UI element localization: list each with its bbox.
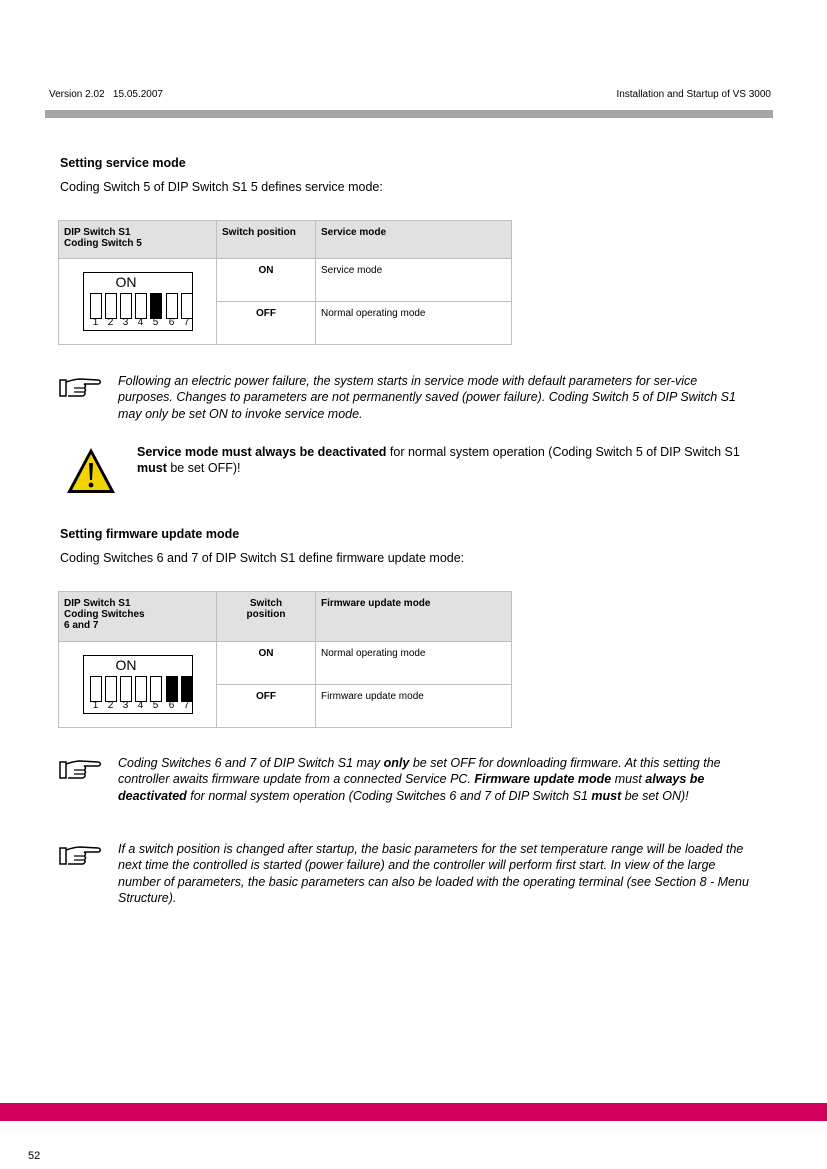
- pointing-hand-icon: [58, 844, 102, 868]
- service-intro: Coding Switch 5 of DIP Switch S1 5 defines service mode:: [60, 180, 383, 194]
- switch-number: 3: [122, 700, 129, 711]
- header-line: DIP Switch S1: [64, 598, 131, 609]
- header-cell-mode: Firmware update mode: [316, 592, 512, 642]
- switch-number: 6: [168, 317, 175, 328]
- mode-cell: Normal operating mode: [316, 642, 512, 685]
- header-line: DIP Switch S1: [64, 227, 131, 238]
- switch-number: 1: [92, 700, 99, 711]
- header-cell-dip: [59, 592, 217, 642]
- switch-number: 5: [152, 700, 159, 711]
- table-header-row: [59, 592, 512, 642]
- switch-number: 1: [92, 317, 99, 328]
- header-line: Coding Switches: [64, 609, 145, 620]
- warning-text: for normal system operation (Coding Switch 5 of DIP Switch S1: [386, 445, 740, 459]
- mode-cell: Service mode: [316, 259, 512, 302]
- switch-number: 7: [183, 700, 190, 711]
- service-table: [58, 220, 512, 345]
- switch-slot-5: [150, 293, 162, 319]
- firmware-note-2: If a switch position is changed after startup, the basic parameters for the set temperature range will be loaded the next time the controlled is started (power failure) and the controller will perform first start. In view of the large number of parameters, the basic parameters can also be loaded with the operating terminal (see Section 8 - Menu Structure).: [118, 842, 749, 905]
- switch-slot-4: [135, 676, 147, 702]
- switch-slot-1: [90, 293, 102, 319]
- header-rule: [45, 110, 773, 118]
- note-bold: Firmware update mode: [474, 772, 612, 787]
- warning-bold: Service mode must always be deactivated: [137, 445, 387, 459]
- warning-text: be set OFF)!: [166, 461, 241, 476]
- switch-slot-6: [166, 676, 178, 702]
- note-text: for normal system operation (Coding Switches 6 and 7 of DIP Switch S1: [186, 788, 592, 803]
- dip-switch-diagram: [83, 272, 193, 331]
- header-cell-position: [217, 592, 316, 642]
- header-line: 6 and 7: [64, 620, 99, 631]
- position-cell: ON: [217, 259, 316, 302]
- switch-slot-2: [105, 293, 117, 319]
- header-cell-dip: [59, 221, 217, 259]
- position-cell: OFF: [217, 685, 316, 728]
- header-cell-mode: Service mode: [316, 221, 512, 259]
- switch-slot-6: [166, 293, 178, 319]
- mode-cell: Normal operating mode: [316, 302, 512, 345]
- header-cell-position: Switch position: [217, 221, 316, 259]
- pointing-hand-icon: [58, 758, 102, 782]
- switch-on-label: ON: [115, 657, 137, 673]
- warning-triangle-icon: [65, 446, 117, 496]
- service-heading: Setting service mode: [60, 156, 186, 170]
- firmware-table: [58, 591, 512, 728]
- switch-slot-3: [120, 676, 132, 702]
- switch-number: 6: [168, 700, 175, 711]
- position-cell: ON: [217, 642, 316, 685]
- note-text: be set OFF for downloading firmware. At this setting the controller awaits firmware update from a connected Service PC.: [118, 756, 721, 787]
- note-bold: always be deactivated: [118, 772, 705, 803]
- header-line: position: [246, 609, 286, 620]
- switch-slot-4: [135, 293, 147, 319]
- switch-slot-7: [181, 676, 193, 702]
- table-row: [59, 642, 512, 685]
- note-bold: must: [591, 788, 622, 803]
- switch-slot-1: [90, 676, 102, 702]
- service-note: Following an electric power failure, the system starts in service mode with default parameters for ser-vice purposes. Changes to parameters are not permanently saved (power failure). Coding Switch 5 of DIP Switch S1 may only be set ON to invoke service mode.: [118, 374, 736, 421]
- switch-slot-7: [181, 293, 193, 319]
- switch-number: 5: [152, 317, 159, 328]
- firmware-heading: Setting firmware update mode: [60, 527, 240, 541]
- note-text: be set ON)!: [621, 788, 689, 803]
- footer-band: [0, 1103, 827, 1121]
- firmware-note: [118, 755, 750, 804]
- switch-slot-5: [150, 676, 162, 702]
- firmware-intro: Coding Switches 6 and 7 of DIP Switch S1 define firmware update mode:: [60, 551, 465, 565]
- pointing-hand-icon: [58, 376, 102, 400]
- switch-number: 4: [137, 317, 144, 328]
- switch-number: 2: [107, 700, 114, 711]
- header-line: Coding Switch 5: [64, 238, 142, 249]
- note-text: Coding Switches 6 and 7 of DIP Switch S1 may: [118, 756, 384, 770]
- dip-switch-cell: [59, 642, 217, 728]
- header-line: Switch: [249, 598, 283, 609]
- switch-number: 3: [122, 317, 129, 328]
- page-number: 52: [28, 1150, 41, 1162]
- header-title: Installation and Startup of VS 3000: [616, 89, 771, 100]
- header-version: Version 2.02 15.05.2007: [49, 89, 163, 100]
- switch-number: 2: [107, 317, 114, 328]
- mode-cell: Firmware update mode: [316, 685, 512, 728]
- position-cell: OFF: [217, 302, 316, 345]
- switch-slot-2: [105, 676, 117, 702]
- note-text: must: [611, 772, 646, 787]
- switch-slot-3: [120, 293, 132, 319]
- warning-bold: must: [137, 461, 167, 476]
- dip-switch-diagram: [83, 655, 193, 714]
- service-warning: [137, 444, 750, 477]
- switch-on-label: ON: [115, 274, 137, 290]
- note-bold: only: [383, 756, 410, 770]
- table-header-row: [59, 221, 512, 259]
- switch-number: 7: [183, 317, 190, 328]
- dip-switch-cell: [59, 259, 217, 345]
- table-row: [59, 259, 512, 302]
- switch-number: 4: [137, 700, 144, 711]
